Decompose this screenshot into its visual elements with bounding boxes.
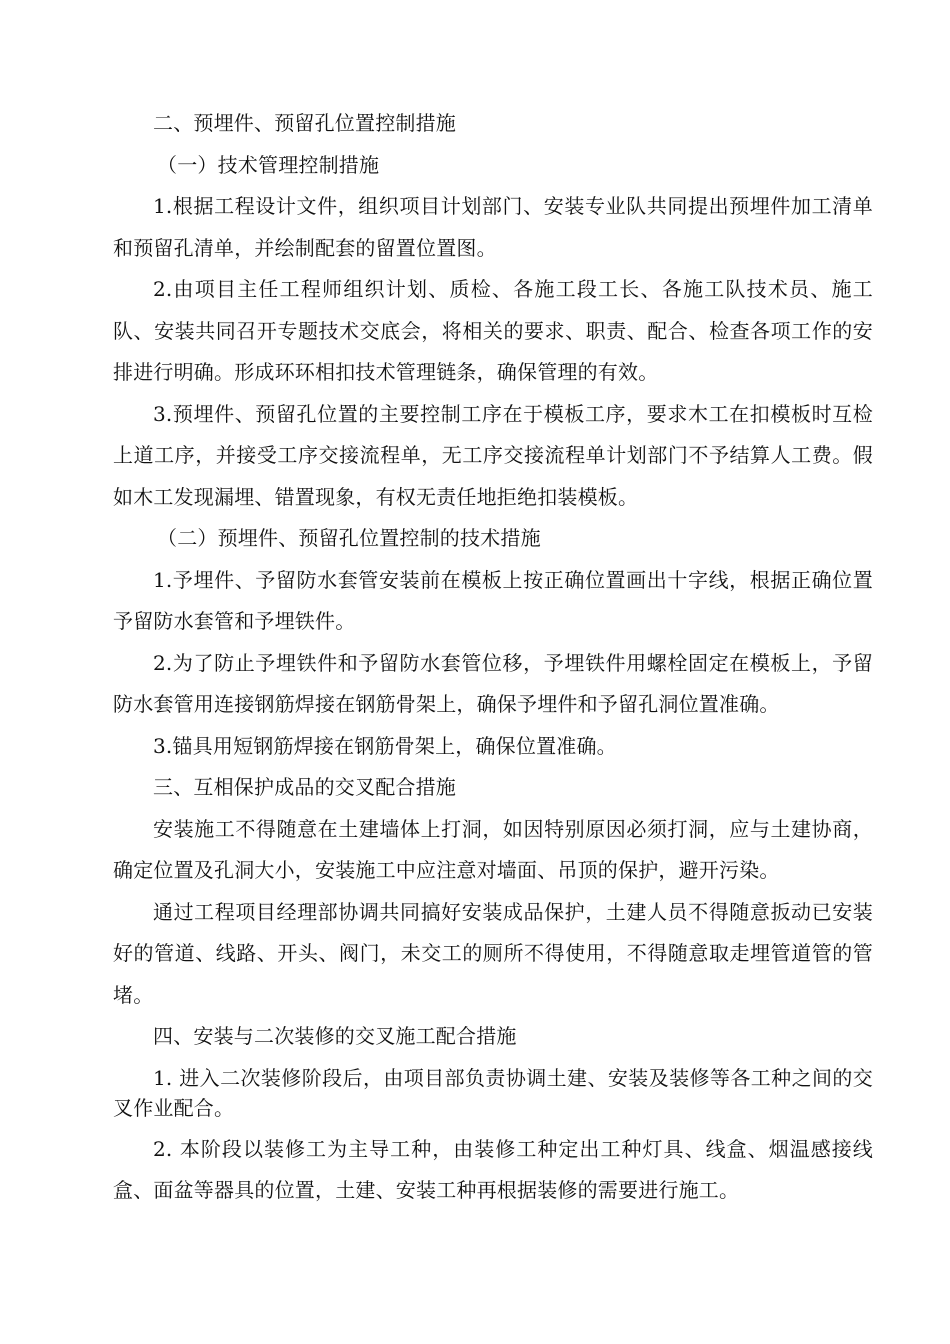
body-paragraph: 2.为了防止予埋铁件和予留防水套管位移，予埋铁件用螺栓固定在模板上，予留防水套管用连接钢筋焊接在钢筋骨架上，确保予埋件和予留孔洞位置准确。	[113, 650, 873, 716]
body-paragraph: 1. 进入二次装修阶段后，由项目部负责协调土建、安装及装修等各工种之间的交叉作业配合。	[113, 1065, 873, 1120]
body-paragraph: 2. 本阶段以装修工为主导工种，由装修工种定出工种灯具、线盒、烟温感接线盒、面盆等器具的位置，土建、安装工种再根据装修的需要进行施工。	[113, 1136, 873, 1202]
subsection-heading: （二）预埋件、预留孔位置控制的技术措施	[157, 526, 541, 550]
subsection-heading: （一）技术管理控制措施	[157, 152, 380, 177]
body-paragraph: 1.予埋件、予留防水套管安装前在模板上按正确位置画出十字线，根据正确位置予留防水套管和予埋铁件。	[113, 567, 873, 633]
section-heading: 三、互相保护成品的交叉配合措施	[153, 775, 456, 799]
document-body	[113, 103, 873, 1212]
body-paragraph: 3.预埋件、预留孔位置的主要控制工序在于模板工序，要求木工在扣模板时互检上道工序，并接受工序交接流程单，无工序交接流程单计划部门不予结算人工费。假如木工发现漏埋、错置现象，有权无责任地拒绝扣装模板。	[113, 401, 873, 509]
body-paragraph: 3.锚具用短钢筋焊接在钢筋骨架上，确保位置准确。	[153, 733, 617, 758]
body-paragraph: 安装施工不得随意在土建墙体上打洞，如因特别原因必须打洞，应与土建协商，确定位置及孔洞大小，安装施工中应注意对墙面、吊顶的保护，避开污染。	[113, 816, 873, 882]
body-paragraph: 2.由项目主任工程师组织计划、质检、各施工段工长、各施工队技术员、施工队、安装共同召开专题技术交底会，将相关的要求、职责、配合、检查各项工作的安排进行明确。形成环环相扣技术管理链条，确保管理的有效。	[113, 277, 873, 384]
body-paragraph: 1.根据工程设计文件，组织项目计划部门、安装专业队共同提出预埋件加工清单和预留孔清单，并绘制配套的留置位置图。	[113, 194, 873, 260]
section-heading: 二、预埋件、预留孔位置控制措施	[153, 111, 456, 135]
section-heading: 四、安装与二次装修的交叉施工配合措施	[153, 1024, 517, 1048]
body-paragraph: 通过工程项目经理部协调共同搞好安装成品保护，土建人员不得随意扳动已安装好的管道、线路、开头、阀门，未交工的厕所不得使用，不得随意取走埋管道管的管堵。	[113, 899, 873, 1007]
